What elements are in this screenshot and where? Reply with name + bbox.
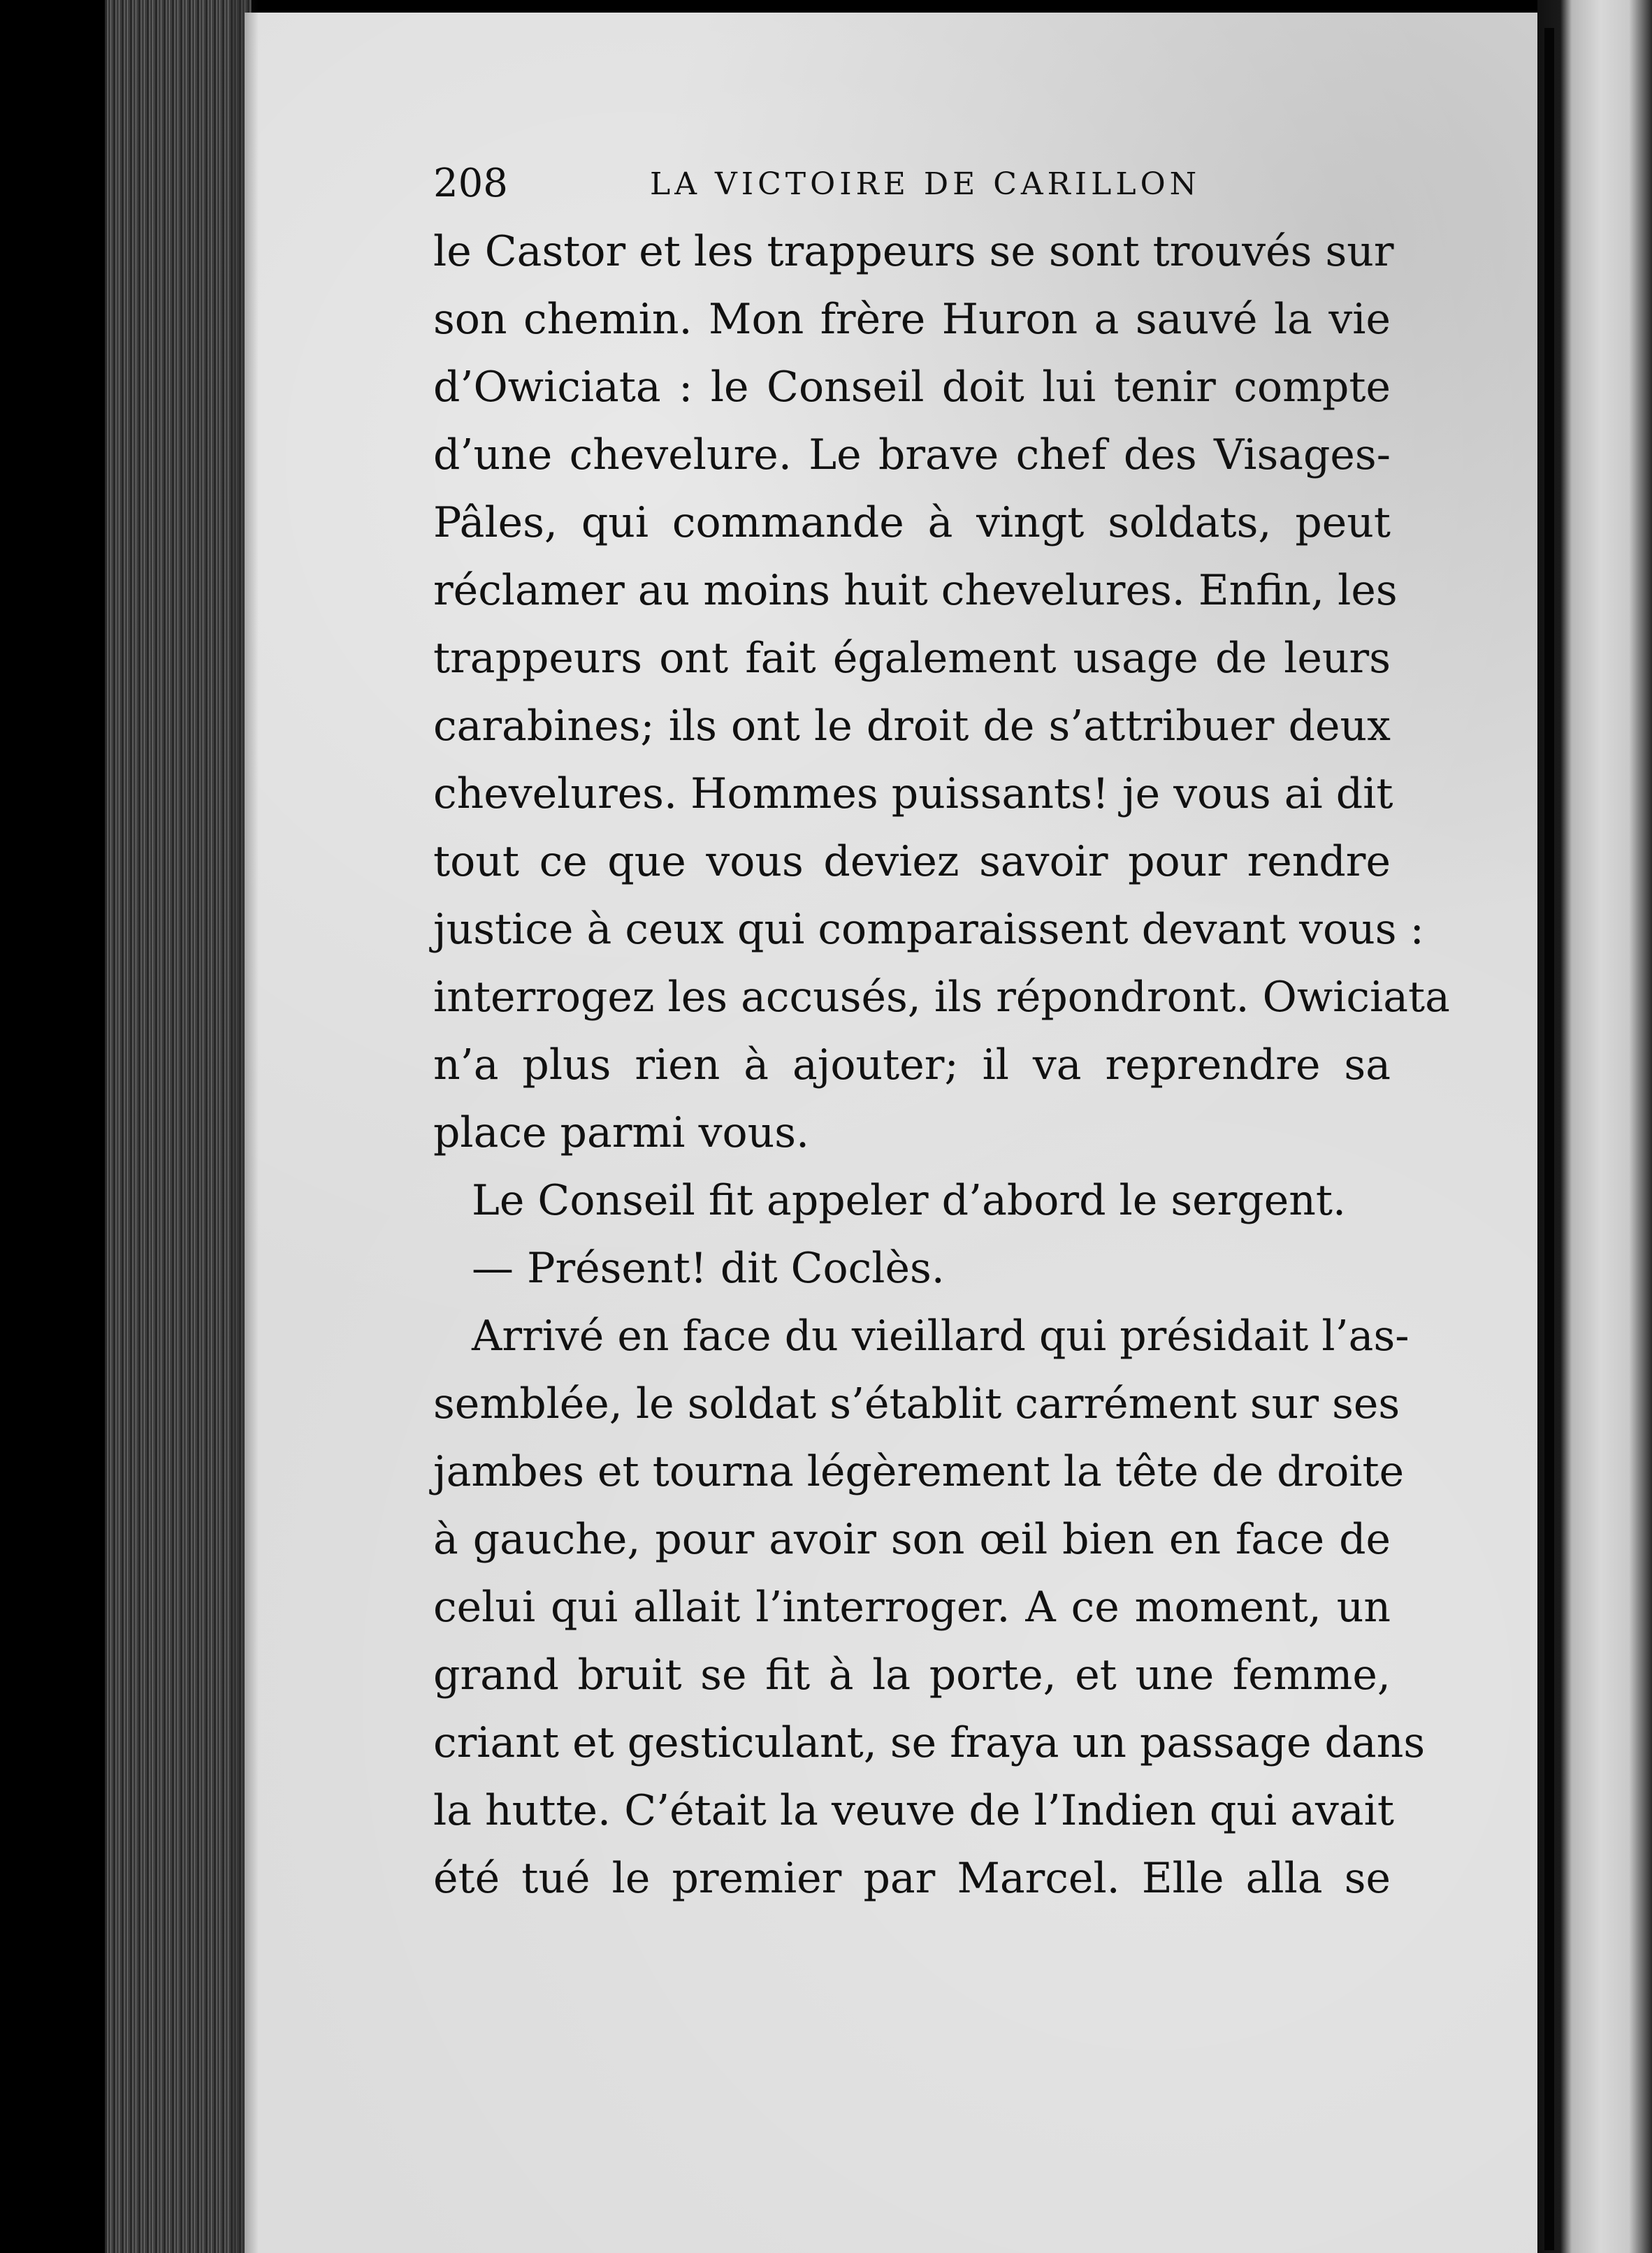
page-edge-shadow (231, 0, 259, 2253)
text-line: Le Conseil fit appeler d’abord le sergent. (472, 1176, 1347, 1225)
text-line: la hutte. C’était la veuve de l’Indien qui avait (433, 1786, 1394, 1835)
running-head-title: LA VICTOIRE DE CARILLON (650, 166, 1201, 202)
text-line: chevelures. Hommes puissants! je vous ai dit (433, 769, 1393, 818)
text-line: interrogez les accusés, ils répondront. Owiciata (433, 973, 1450, 1022)
text-line: le Castor et les trappeurs se sont trouvés sur (433, 227, 1394, 276)
text-line: n’a plus rien à ajouter; il va reprendre sa (433, 1041, 1391, 1089)
text-line: d’une chevelure. Le brave chef des Visages- (433, 430, 1391, 479)
text-line: justice à ceux qui comparaissent devant vous : (433, 905, 1424, 954)
text-line: carabines; ils ont le droit de s’attribuer deux (433, 702, 1391, 751)
text-line: été tué le premier par Marcel. Elle alla se (433, 1854, 1391, 1903)
text-line: réclamer au moins huit chevelures. Enfin, les (433, 566, 1398, 615)
text-line: criant et gesticulant, se fraya un passage dans (433, 1718, 1426, 1767)
body-text (433, 218, 1450, 1913)
text-line: son chemin. Mon frère Huron a sauvé la vie (433, 295, 1391, 344)
text-line: grand bruit se fit à la porte, et une femme, (433, 1651, 1391, 1700)
page-text-block (433, 161, 1450, 1913)
book-gutter (1537, 0, 1652, 2253)
text-line: Pâles, qui commande à vingt soldats, peut (433, 498, 1391, 547)
text-line: à gauche, pour avoir son œil bien en face de (433, 1515, 1391, 1564)
text-line: place parmi vous. (433, 1108, 810, 1157)
text-line: — Présent! dit Coclès. (472, 1244, 945, 1293)
text-line: jambes et tourna légèrement la tête de droite (433, 1447, 1405, 1496)
text-line: trappeurs ont fait également usage de leurs (433, 634, 1391, 683)
text-line: Arrivé en face du vieillard qui présidait l’as- (472, 1312, 1410, 1361)
text-line: tout ce que vous deviez savoir pour rendre (433, 837, 1391, 886)
text-line: semblée, le soldat s’établit carrément sur ses (433, 1379, 1400, 1428)
page-number: 208 (433, 161, 508, 206)
text-line: celui qui allait l’interroger. A ce moment, un (433, 1583, 1391, 1632)
book-page-edges (105, 0, 252, 2253)
running-head (433, 161, 1391, 210)
gutter-shadow-line (1544, 28, 1554, 2250)
text-line: d’Owiciata : le Conseil doit lui tenir compte (433, 363, 1391, 412)
